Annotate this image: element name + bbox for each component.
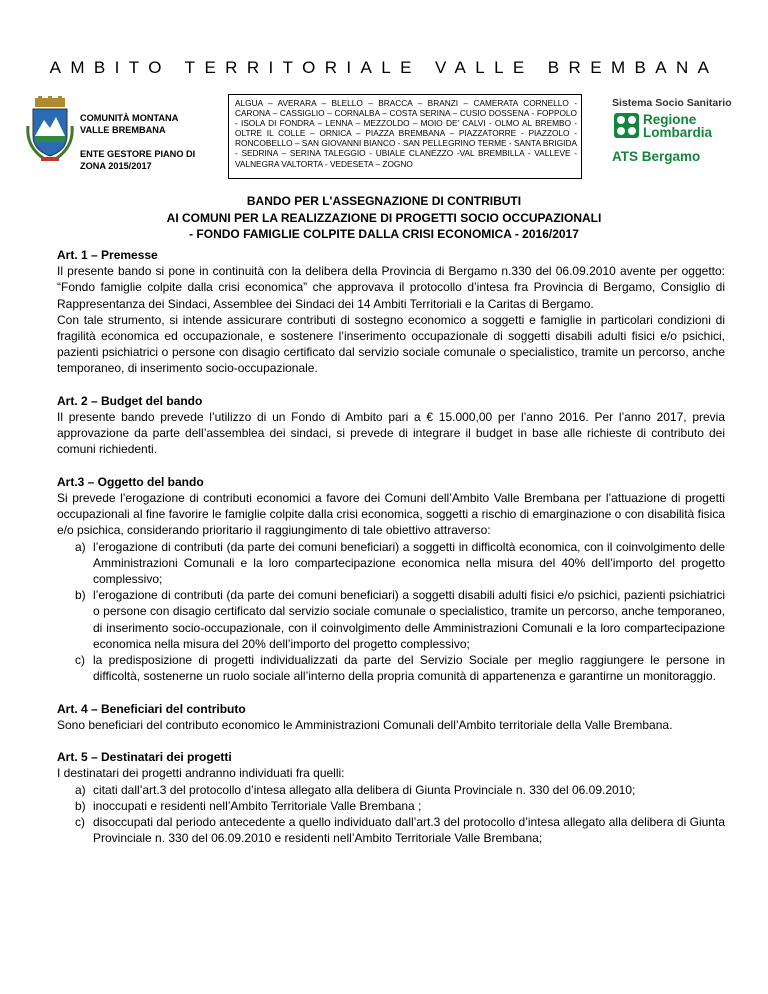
coat-of-arms-logo — [25, 96, 75, 162]
title-line-1: BANDO PER L'ASSEGNAZIONE DI CONTRIBUTI — [246, 194, 522, 208]
article-2-heading: Art. 2 – Budget del bando — [57, 393, 203, 408]
regione-lombardia-logo-text — [643, 113, 712, 139]
article-3-paragraph-1: Si prevede l’erogazione di contributi economici a favore dei Comuni dell’Ambito Valle Brembana per l’attuazione di progetti occupazionali al fine favorire le famiglie colpite dalla crisi economica, soggetti a rischio di emarginazione o con disabilità fisica e/o psichica, considerando prioritario il raggiungimento di tale obiettivo attraverso: — [57, 491, 725, 538]
list-item-label: c) — [75, 653, 85, 668]
article-5-paragraph-1: I destinatari dei progetti andranno individuati fra quelli: — [57, 766, 345, 781]
ente-line-1: ENTE GESTORE PIANO DI — [80, 149, 196, 159]
article-3-heading: Art.3 – Oggetto del bando — [57, 474, 204, 489]
list-item — [57, 782, 725, 798]
list-item-label: b) — [75, 588, 86, 603]
ente-gestore-label — [80, 148, 240, 172]
list-item — [57, 539, 725, 588]
list-item-text: citati dall’art.3 del protocollo d’intesa allegato alla delibera di Giunta Provinciale n. 330 del 06.09.2010; — [93, 782, 636, 797]
article-4-heading: Art. 4 – Beneficiari del contributo — [57, 701, 246, 716]
document-title — [0, 193, 768, 243]
list-item — [57, 814, 725, 846]
article-1-paragraph-2: Con tale strumento, si intende assicurare contributi di sostegno economico a soggetti e famiglie in particolari condizioni di fragilità economica ed occupazionale, e sostenere l’inserimento occupazionale di soggetti disabili adulti fisici e/o psichici, pazienti psichiatrici o persone con disagio certificato dal servizio sociale comunale o specialistico, tramite un percorso, anche temporaneo, di inserimento socio-occupazionale. — [57, 312, 725, 376]
list-item-text: la predisposizione di progetti individualizzati da parte del Servizio Sociale per meglio raggiungere le persone in difficoltà, sostenerne un ruolo sociale all’interno della propria comunità di appartenenza e garantirne un monitoraggio. — [93, 653, 725, 684]
regione-lombardia-cross-icon — [614, 113, 639, 138]
org-line-2: VALLE BREMBANA — [80, 125, 166, 135]
article-5-heading: Art. 5 – Destinatari dei progetti — [57, 750, 232, 765]
list-item — [57, 587, 725, 652]
article-1-paragraph-1: Il presente bando si pone in continuità con la delibera della Provincia di Bergamo n.330 del 06.09.2010 avente per oggetto: “Fondo famiglie colpite dalla crisi economica” che approvava il protocollo d’intesa fra Provincia di Bergamo, Consiglio di Rappresentanza dei Sindaci, Assemblee dei Sindaci dei 14 Ambiti Territoriali e la Caritas di Bergamo. — [57, 264, 725, 311]
list-item-label: a) — [75, 539, 86, 554]
title-line-3: - FONDO FAMIGLIE COLPITE DALLA CRISI ECONOMICA - 2016/2017 — [189, 227, 579, 241]
list-item-label: a) — [75, 782, 86, 797]
list-item — [57, 652, 725, 684]
org-line-1: COMUNITÀ MONTANA — [80, 113, 179, 123]
article-1-heading: Art. 1 – Premesse — [57, 248, 158, 262]
list-item-label: c) — [75, 815, 85, 830]
article-2-paragraph-1: Il presente bando prevede l’utilizzo di un Fondo di Ambito pari a € 15.000,00 per l’anno 2016. Per l’anno 2017, previa approvazione da parte dell’assemblea dei sindaci, si prevede di integrare il budget in base alle richieste di contributo dei comuni richiedenti. — [57, 410, 725, 457]
sistema-socio-sanitario-label: Sistema Socio Sanitario — [612, 97, 732, 109]
list-item-text: disoccupati dal periodo antecedente a quello individuato dall’art.3 del protocollo d’intesa allegato alla delibera di Giunta Provinciale n. 330 del 06.09.2010 e residenti nell’Ambito Territoriale Valle Brembana; — [93, 815, 725, 846]
comunita-montana-label — [80, 112, 240, 136]
list-item-label: b) — [75, 798, 86, 813]
ente-line-2: ZONA 2015/2017 — [80, 161, 152, 171]
regione-line-1: Regione — [643, 112, 697, 127]
list-item — [57, 798, 725, 814]
ats-bergamo-label: ATS Bergamo — [612, 149, 701, 164]
article-4-paragraph-1: Sono beneficiari del contributo economico le Amministrazioni Comunali dell’Ambito territoriale della Valle Brembana. — [57, 717, 673, 732]
list-item-text: inoccupati e residenti nell’Ambito Territoriale Valle Brembana ; — [93, 798, 422, 813]
document-body — [57, 247, 725, 846]
list-item-text: l’erogazione di contributi (da parte dei comuni beneficiari) a soggetti in difficoltà economica, con il coinvolgimento delle Amministrazioni Comunali e la loro compartecipazione economica nella misura del 40% dell’importo del progetto complessivo; — [93, 539, 725, 587]
list-item-text: l’erogazione di contributi (da parte dei comuni beneficiari) a soggetti disabili adulti fisici e/o psichici, pazienti psichiatrici o persone con disagio certificato dal servizio sociale comunale o specialistico, tramite un percorso, anche temporaneo, di inserimento socio-occupazionale, con il coinvolgimento delle Amministrazioni Comunali e la loro compartecipazione economica nella misura del 20% dell’importo del progetto complessivo; — [93, 588, 725, 651]
ambito-banner: AMBITO TERRITORIALE VALLE BREMBANA — [49, 58, 719, 77]
regione-line-2: Lombardia — [643, 125, 713, 140]
municipalities-box: ALGUA – AVERARA – BLELLO – BRACCA – BRANZI – CAMERATA CORNELLO - CARONA – CASSIGLIO – CORNALBA – COSTA SERINA – CUSIO DOSSENA - FOPPOLO - ISOLA DI FONDRA – LENNA – MEZZOLDO – MOIO DE' CALVI - OLMO AL BREMBO - OLTRE IL COLLE – ORNICA – PIAZZA BREMBANA – PIAZZATORRE - PIAZZOLO - RONCOBELLO – SAN GIOVANNI BIANCO - SAN PELLEGRINO TERME - SANTA BRIGIDA - SEDRINA – SERINA TALEGGIO - UBIALE CLANEZZO -VAL BREMBILLA - VALLEVE - VALNEGRA VALTORTA - VEDESETA – ZOGNO — [228, 94, 582, 179]
title-line-2: AI COMUNI PER LA REALIZZAZIONE DI PROGETTI SOCIO OCCUPAZIONALI — [166, 210, 602, 225]
